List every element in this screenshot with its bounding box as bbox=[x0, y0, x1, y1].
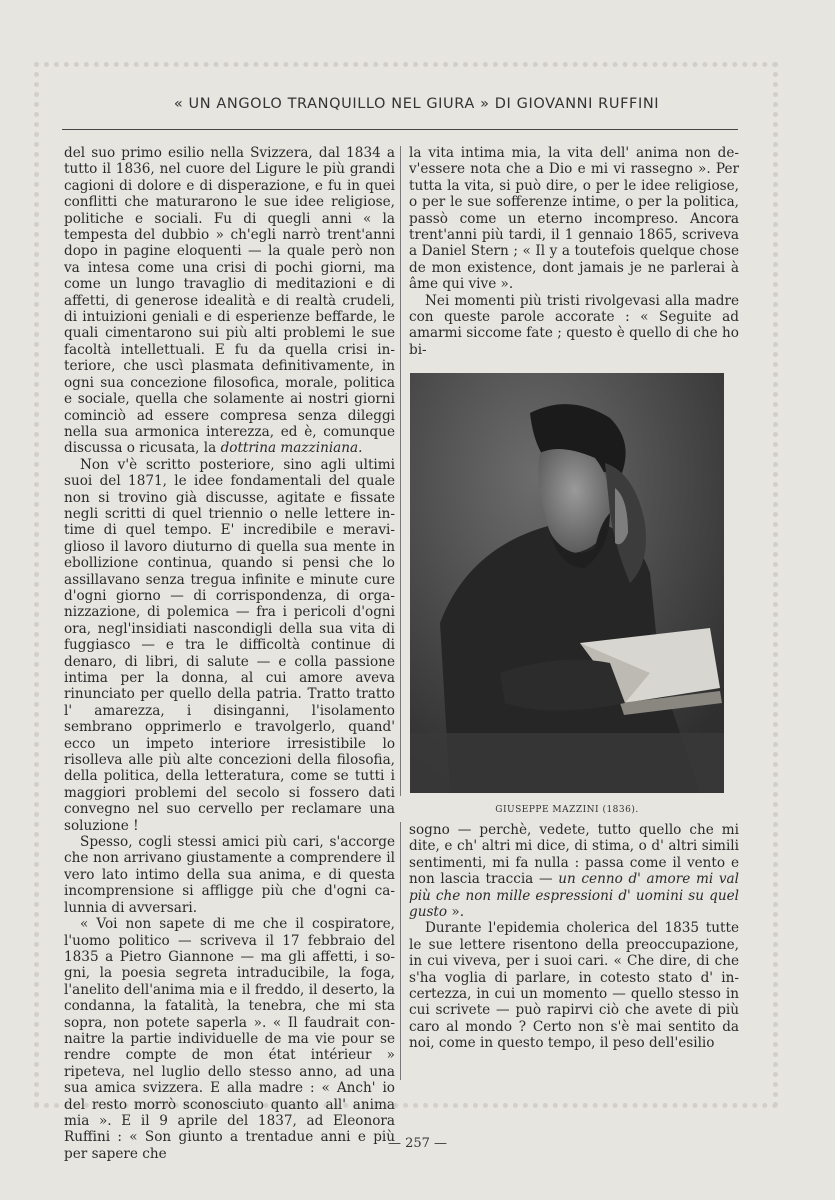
column-divider-upper bbox=[400, 146, 401, 796]
text-run: sogno — perchè, vedete, tutto quello che mi dite, e ch' altri mi dice, di stima, o d' altri simili sentimenti, mi fa nulla : passa come il vento e non lascia traccia — bbox=[409, 822, 739, 888]
italic-text: dottrina mazziniana. bbox=[220, 440, 363, 457]
paragraph bbox=[64, 457, 395, 834]
text-run: Spesso, cogli stessi amici più cari, s'accorge che non arrivano giustamente a comprendere il vero lato intimo della sua anima, e di questa incomprensione si affligge più che d'ogni calunnia di avversari. bbox=[64, 834, 395, 916]
paragraph bbox=[64, 834, 395, 916]
text-run: Nei momenti più tristi rivolgevasi alla madre con queste parole accorate : « Seguite ad amarmi siccome fate ; questo è quello di che ho bi- bbox=[409, 292, 739, 358]
figure-caption: GIUSEPPE MAZZINI (1836). bbox=[495, 805, 639, 815]
text-run: la vita intima mia, la vita dell' anima non dev'essere nota che a Dio e mi vi rassegno ». Per tutta la vita, si può dire, o per le idee religiose, o per le sue sofferenze intime, o per la politica, passò come un eterno incompreso. Ancora trent'anni più tardi, il 1 gennaio 1865, scriveva a Daniel Stern ; « Il y a toutefois quelque chose de mon existence, dont jamais je ne parlerai à âme qui vive ». bbox=[409, 145, 739, 293]
left-column-text bbox=[64, 145, 395, 1162]
text-run: Non v'è scritto posteriore, sino agli ultimi suoi del 1871, le idee fondamentali del quale non si trovino già discusse, agitate e fissate negli scritti di quel triennio o nelle lettere intime di quel tempo. E' incredibile e meraviglioso il lavoro diuturno di quella sua mente in ebollizione continua, quando si pensi che lo assillavano senza tregua infinite e minute cure d'ogni giorno — di corrispondenza, di organizzazione, di polemica — fra i pericoli d'ogni ora, negl'insidiati nascondigli della sua vita di fuggiasco — e tra le difficoltà continue di denaro, di libri, di salute — e colla passione intima per la donna, al cui amore aveva rinunciato per quello della patria. Tratto tratto l' amarezza, i disinganni, l'isolamento sembrano opprimerlo e travolgerlo, quand' ecco un impeto interiore irresistibile lo risolleva alle più alte concezioni della filosofia, della politica, della letteratura, come se tutti i maggiori problemi del secolo si fossero dati convegno nel suo cervello per reclamare una soluzione ! bbox=[64, 456, 395, 834]
paragraph bbox=[409, 822, 739, 920]
text-run: « Voi non sapete di me che il cospiratore, l'uomo politico — scriveva il 17 febbraio del 1835 a Pietro Giannone — ma gli affetti, i sogni, la poesia segreta intraducibile, la foga, l'anelito dell'anima mia e il freddo, il deserto, la condanna, la fatalità, la tenebra, che mi sta sopra, non potete saperla ». « Il faudrait connaitre la partie individuelle de ma vie pour se rendre compte de mon état intérieur » ripeteva, nel luglio dello stesso anno, ad una sua amica svizzera. E alla madre : « Anch' io del resto morrò sconosciuto quanto all' anima mia ». E il 9 aprile del 1837, ad Eleonora Ruffini : « Son giunto a trentadue anni e più per sapere che bbox=[64, 916, 395, 1162]
page-number: — 257 — bbox=[387, 1136, 448, 1151]
text-run: del suo primo esilio nella Svizzera, dal 1834 a tutto il 1836, nel cuore del Ligure le più grandi cagioni di dolore e di disperazione, e fu in quei conflitti che maturarono le sue idee religiose, politiche e sociali. Fu di quegli anni « la tempesta del dubbio » ch'egli narrò trent'anni dopo in pagine eloquenti — la quale però non va intesa come una crisi di pochi giorni, ma come un lungo travaglio di meditazioni e di affetti, di generose idealità e di realtà crudeli, di intuizioni geniali e di esperienze beffarde, le quali cimentarono sui più alti problemi le sue facoltà intellettuali. E fu da quella crisi interiore, che uscì plasmata definitivamente, in ogni sua concezione filosofica, morale, politica e sociale, quella che solamente ai nostri giorni cominciò ad essere compresa senza dileggi nella sua armonica interezza, ed è, comunque discussa o ricusata, la bbox=[64, 145, 395, 457]
paragraph bbox=[409, 293, 739, 359]
column-divider-lower bbox=[400, 822, 401, 1080]
paragraph bbox=[409, 145, 739, 293]
text-run: ». bbox=[447, 904, 465, 921]
right-column-text-bottom bbox=[409, 822, 739, 1052]
italic-text: un cenno d' amore mi val più che non mille espressioni d' uomini su quel gusto bbox=[409, 871, 740, 921]
header-rule bbox=[62, 129, 738, 130]
portrait-photograph bbox=[410, 373, 724, 793]
paragraph bbox=[409, 920, 739, 1051]
paragraph bbox=[64, 916, 395, 1162]
running-title: « UN ANGOLO TRANQUILLO NEL GIURA » DI GIOVANNI RUFFINI bbox=[173, 96, 660, 112]
paragraph bbox=[64, 145, 395, 457]
right-column-text-top bbox=[409, 145, 739, 358]
portrait-illustration bbox=[410, 373, 724, 793]
text-run: Durante l'epidemia cholerica del 1835 tutte le sue lettere risentono della preoccupazione, in cui viveva, per i suoi cari. « Che dire, di che s'ha voglia di parlare, in cotesto stato d' incertezza, in cui un momento — quello stesso in cui scrivete — può rapirvi ciò che avete di più caro al mondo ? Certo non s'è mai sentito da noi, come in questo tempo, il peso dell'esilio bbox=[409, 920, 739, 1052]
